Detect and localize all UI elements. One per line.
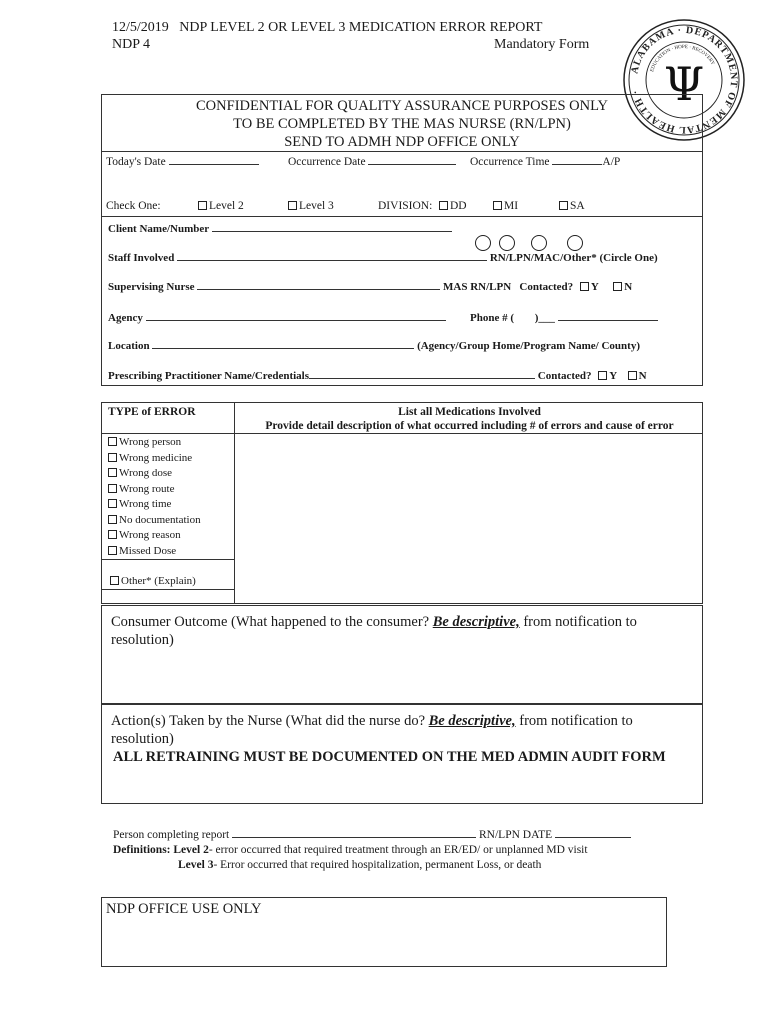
agency-label: Agency <box>108 312 143 324</box>
checkbox-icon[interactable] <box>108 468 117 477</box>
agency-line[interactable] <box>146 311 446 321</box>
row-divider <box>102 559 234 560</box>
supervising-nurse-label: Supervising Nurse <box>108 281 195 293</box>
consumer-outcome-section[interactable] <box>101 605 703 704</box>
row-divider <box>102 589 234 590</box>
occurrence-time-label: Occurrence Time <box>470 156 550 168</box>
error-type-wrong-reason[interactable] <box>106 528 232 544</box>
staff-roles-label: RN/LPN/MAC/Other* (Circle One) <box>489 252 658 264</box>
supervising-nurse-field[interactable] <box>108 280 632 293</box>
prescriber-contacted-label: Contacted? <box>537 370 592 382</box>
person-completing-label: Person completing report <box>113 829 230 841</box>
sa-checkbox[interactable] <box>559 200 585 212</box>
occurrence-time-line[interactable] <box>552 155 602 165</box>
error-type-wrong-person[interactable] <box>106 435 232 451</box>
error-type-label: Wrong route <box>119 482 175 495</box>
occurrence-time-field[interactable] <box>470 155 620 168</box>
error-type-label: Wrong reason <box>119 529 181 541</box>
checkbox-icon[interactable] <box>288 201 297 210</box>
checkbox-icon[interactable] <box>108 484 117 493</box>
error-type-label: Missed Dose <box>119 544 177 557</box>
consumer-outcome-text: Consumer Outcome (What happened to the consumer? <box>111 614 430 630</box>
list-medications-header: List all Medications Involved <box>398 406 541 418</box>
staff-involved-field[interactable] <box>108 251 658 264</box>
actions-taken-suffix: from notification to resolution) <box>111 713 633 747</box>
confidential-line-1: CONFIDENTIAL FOR QUALITY ASSURANCE PURPOSES ONLY <box>196 98 608 114</box>
error-type-wrong-dose[interactable] <box>106 466 232 482</box>
prescriber-label: Prescribing Practitioner Name/Credentials <box>108 370 310 382</box>
client-name-line[interactable] <box>212 222 452 232</box>
location-line[interactable] <box>152 339 414 349</box>
consumer-outcome-prompt <box>111 613 691 649</box>
office-use-section[interactable] <box>101 897 667 967</box>
header-divider <box>102 433 702 434</box>
checkbox-icon[interactable] <box>108 546 117 555</box>
mi-label: MI <box>504 200 519 212</box>
client-name-field[interactable] <box>108 222 452 235</box>
error-type-other-label: Other* (Explain) <box>121 575 196 587</box>
mandatory-label: Mandatory Form <box>494 37 590 52</box>
checkbox-icon[interactable] <box>110 576 119 585</box>
definitions-label: Definitions: <box>113 844 171 856</box>
agency-field[interactable] <box>108 311 446 324</box>
detail-description-header: Provide detail description of what occurred including # of errors and cause of error <box>265 420 674 432</box>
level3-def-label: Level 3 <box>178 859 214 871</box>
level2-checkbox[interactable] <box>198 200 244 212</box>
consumer-outcome-emphasis: Be descriptive, <box>432 614 520 630</box>
report-date-title <box>112 20 542 36</box>
phone-line[interactable] <box>558 311 658 321</box>
svg-text:ALABAMA · DEPARTMENT OF MENTAL: ALABAMA · DEPARTMENT OF MENTAL HEALTH · <box>629 24 740 136</box>
confidential-section <box>101 94 703 217</box>
error-type-label: No documentation <box>119 513 201 526</box>
contacted-yes-checkbox[interactable] <box>580 282 589 291</box>
actions-taken-emphasis: Be descriptive, <box>428 713 516 729</box>
division-label: DIVISION: <box>378 200 433 212</box>
error-type-wrong-route[interactable] <box>106 482 232 498</box>
staff-involved-line[interactable] <box>177 251 487 261</box>
phone-field[interactable] <box>470 311 658 324</box>
contacted-no-checkbox[interactable] <box>613 282 622 291</box>
check-one-label: Check One: <box>106 200 161 212</box>
person-completing-line[interactable] <box>232 828 476 838</box>
confidential-line-3: SEND TO ADMH NDP OFFICE ONLY <box>284 134 520 150</box>
rn-date-line[interactable] <box>555 828 631 838</box>
report-title: NDP LEVEL 2 OR LEVEL 3 MEDICATION ERROR REPORT <box>179 20 543 35</box>
checkbox-icon[interactable] <box>108 515 117 524</box>
prescriber-no-label: N <box>638 370 647 382</box>
actions-taken-prompt <box>111 712 691 748</box>
client-info-section <box>101 216 703 386</box>
circle-option-rn[interactable] <box>475 235 491 251</box>
checkbox-icon[interactable] <box>108 437 117 446</box>
yes-label: Y <box>590 281 599 293</box>
level3-def-text: - Error occurred that required hospitalization, permanent Loss, or death <box>213 859 542 871</box>
occurrence-date-line[interactable] <box>368 155 456 165</box>
error-type-label: Wrong dose <box>119 467 173 479</box>
checkbox-icon[interactable] <box>108 499 117 508</box>
person-completing-field[interactable] <box>113 828 631 841</box>
actions-taken-text: Action(s) Taken by the Nurse (What did the nurse do? <box>111 713 426 729</box>
occurrence-date-label: Occurrence Date <box>288 156 366 168</box>
error-table <box>101 402 703 604</box>
location-field[interactable] <box>108 339 640 352</box>
location-hint: (Agency/Group Home/Program Name/ County) <box>417 340 640 352</box>
rn-date-label: RN/LPN DATE <box>479 829 553 841</box>
definitions-level3 <box>178 859 541 871</box>
mi-checkbox[interactable] <box>493 200 518 212</box>
definitions-level2 <box>113 844 588 856</box>
todays-date-field[interactable] <box>106 155 259 168</box>
divider <box>102 151 702 152</box>
medication-description-area[interactable] <box>242 439 696 597</box>
circle-option-mac[interactable] <box>531 235 547 251</box>
contacted-label: Contacted? <box>519 281 574 293</box>
staff-involved-label: Staff Involved <box>108 252 175 264</box>
phone-label: Phone # ( <box>470 312 514 324</box>
level3-label: Level 3 <box>299 200 334 212</box>
error-type-wrong-time[interactable] <box>106 497 232 513</box>
level3-checkbox[interactable] <box>288 200 334 212</box>
error-type-wrong-medicine[interactable] <box>106 451 232 467</box>
retraining-notice: ALL RETRAINING MUST BE DOCUMENTED ON THE MED ADMIN AUDIT FORM <box>113 749 666 765</box>
ap-label: A/P <box>602 156 621 168</box>
checkbox-icon[interactable] <box>198 201 207 210</box>
circle-option-lpn[interactable] <box>499 235 515 251</box>
todays-date-label: Today's Date <box>106 156 166 168</box>
checkbox-icon[interactable] <box>108 453 117 462</box>
location-label: Location <box>108 340 150 352</box>
prescriber-line[interactable] <box>309 369 535 379</box>
checkbox-icon[interactable] <box>439 201 448 210</box>
error-type-label: Wrong medicine <box>119 451 193 464</box>
level2-def-text: - error occurred that required treatment through an ER/ED/ or unplanned MD visit <box>208 844 588 856</box>
dd-label: DD <box>450 200 467 212</box>
supervising-nurse-line[interactable] <box>197 280 440 290</box>
error-type-list <box>106 435 232 559</box>
error-type-missed-dose[interactable] <box>106 544 232 560</box>
type-of-error-header: TYPE of ERROR <box>108 406 196 418</box>
phone-close-label: )___ <box>534 312 555 324</box>
report-date: 12/5/2019 <box>112 20 169 35</box>
prescriber-yes-checkbox[interactable] <box>598 371 607 380</box>
client-name-label: Client Name/Number <box>108 223 209 235</box>
dd-checkbox[interactable] <box>439 200 467 212</box>
confidential-line-2: TO BE COMPLETED BY THE MAS NURSE (RN/LPN) <box>233 116 571 132</box>
form-code: NDP 4 <box>112 37 150 52</box>
error-type-no-documentation[interactable] <box>106 513 232 529</box>
occurrence-date-field[interactable] <box>288 155 456 168</box>
circle-option-other[interactable] <box>567 235 583 251</box>
prescriber-field[interactable] <box>108 369 647 382</box>
office-use-label: NDP OFFICE USE ONLY <box>106 901 262 917</box>
error-type-other[interactable] <box>108 574 196 590</box>
level2-label: Level 2 <box>209 200 244 212</box>
mas-label: MAS RN/LPN <box>443 281 512 293</box>
actions-taken-section[interactable] <box>101 704 703 804</box>
no-label: N <box>624 281 633 293</box>
consumer-outcome-suffix: from notification to resolution) <box>111 614 637 648</box>
checkbox-icon[interactable] <box>108 530 117 539</box>
sa-label: SA <box>570 200 585 212</box>
error-type-label: Wrong time <box>119 498 172 510</box>
checkbox-icon[interactable] <box>559 201 568 210</box>
svg-text:Ψ: Ψ <box>663 57 705 111</box>
todays-date-line[interactable] <box>169 155 259 165</box>
checkbox-icon[interactable] <box>493 201 502 210</box>
prescriber-yes-label: Y <box>609 370 617 382</box>
svg-text:EDUCATION · HOPE · RECOVERY: EDUCATION · HOPE · RECOVERY <box>650 44 715 73</box>
level2-def-label: Level 2 <box>173 844 209 856</box>
error-type-label: Wrong person <box>119 436 182 448</box>
prescriber-no-checkbox[interactable] <box>628 371 637 380</box>
